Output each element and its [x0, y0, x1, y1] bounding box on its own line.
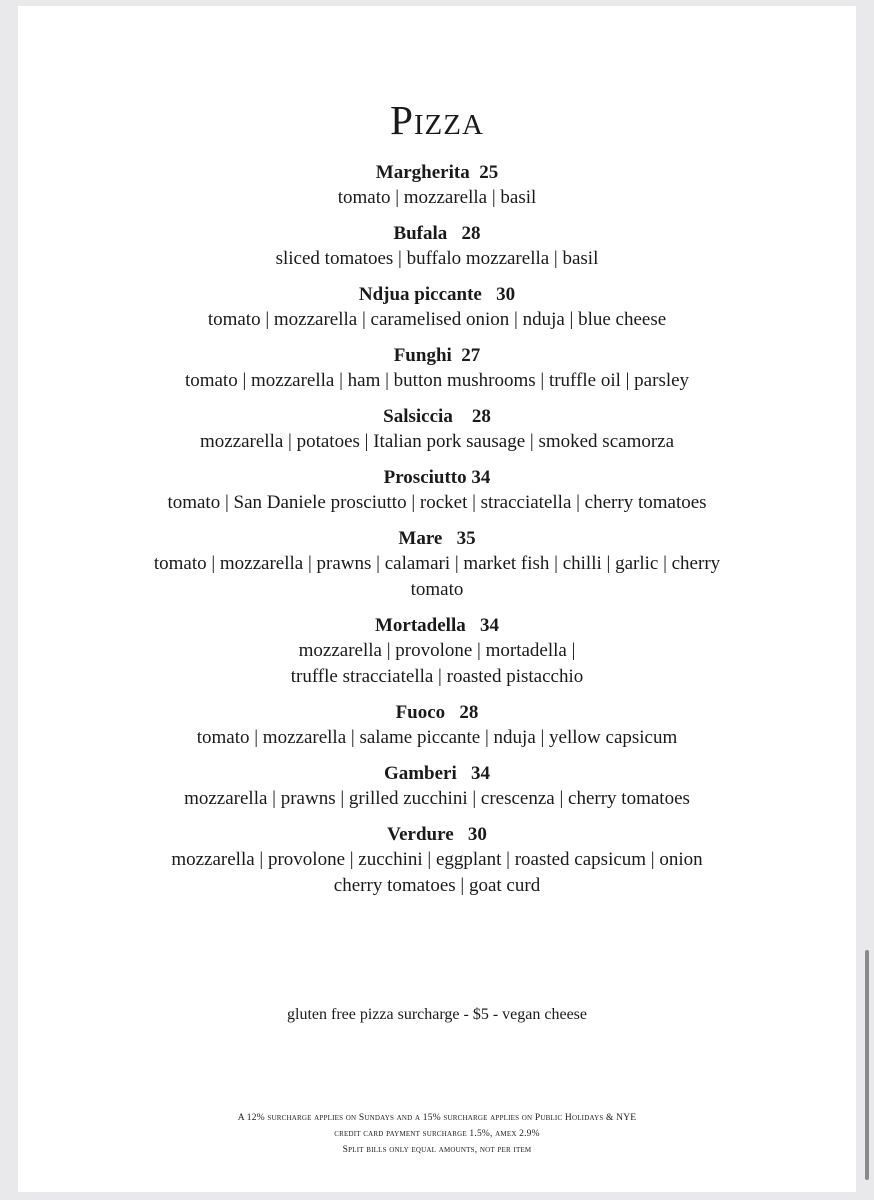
- footer-line-surcharge: A 12% surcharge applies on Sundays and a 15% surcharge applies on Public Holidays & NYE: [237, 1113, 637, 1123]
- menu-item: [18, 762, 856, 812]
- item-name-price: Margherita 25: [375, 162, 499, 183]
- pizza-list: [18, 161, 856, 910]
- menu-item: [18, 344, 856, 394]
- menu-item: [18, 466, 856, 516]
- page-title: Pizza: [390, 97, 484, 143]
- footer-line-card: credit card payment surcharge 1.5%, amex 2.9%: [334, 1129, 540, 1139]
- item-name-price: Salsiccia 28: [383, 406, 491, 427]
- menu-item: [18, 614, 856, 690]
- menu-item: [18, 283, 856, 333]
- item-name-price: Gamberi 34: [383, 763, 491, 784]
- item-ingredients: mozzarella | provolone | zucchini | eggplant | roasted capsicum | onion cherry tomatoes | goat curd: [171, 849, 703, 896]
- item-name-price: Mortadella 34: [374, 615, 499, 636]
- scrollbar[interactable]: [865, 950, 869, 1180]
- item-ingredients: tomato | mozzarella | prawns | calamari | market fish | chilli | garlic | cherry tomato: [153, 553, 721, 600]
- item-ingredients: mozzarella | prawns | grilled zucchini | crescenza | cherry tomatoes: [184, 788, 690, 809]
- menu-item: [18, 701, 856, 751]
- menu-page: [18, 6, 856, 1192]
- item-name-price: Funghi 27: [393, 345, 481, 366]
- menu-item: [18, 405, 856, 455]
- menu-item: [18, 823, 856, 899]
- item-ingredients: sliced tomatoes | buffalo mozzarella | basil: [275, 248, 599, 269]
- menu-item: [18, 222, 856, 272]
- item-ingredients: tomato | mozzarella | basil: [337, 187, 537, 208]
- item-ingredients: tomato | mozzarella | ham | button mushrooms | truffle oil | parsley: [184, 370, 690, 391]
- menu-item: [18, 161, 856, 211]
- item-ingredients: mozzarella | potatoes | Italian pork sausage | smoked scamorza: [199, 431, 675, 452]
- item-ingredients: mozzarella | provolone | mortadella | truffle stracciatella | roasted pistacchio: [290, 640, 584, 687]
- item-ingredients: tomato | San Daniele prosciutto | rocket | stracciatella | cherry tomatoes: [167, 492, 707, 513]
- item-ingredients: tomato | mozzarella | salame piccante | nduja | yellow capsicum: [196, 727, 678, 748]
- item-name-price: Fuoco 28: [395, 702, 479, 723]
- item-name-price: Bufala 28: [393, 223, 481, 244]
- gluten-free-note: gluten free pizza surcharge - $5 - vegan cheese: [287, 1006, 587, 1023]
- item-name-price: Prosciutto 34: [383, 467, 491, 488]
- footer-line-split-bills: Split bills only equal amounts, not per item: [342, 1145, 532, 1155]
- item-name-price: Mare 35: [398, 528, 476, 549]
- surcharge-footer: [18, 1110, 856, 1158]
- menu-item: [18, 527, 856, 603]
- item-name-price: Verdure 30: [387, 824, 487, 845]
- item-ingredients: tomato | mozzarella | caramelised onion | nduja | blue cheese: [207, 309, 667, 330]
- item-name-price: Ndjua piccante 30: [358, 284, 516, 305]
